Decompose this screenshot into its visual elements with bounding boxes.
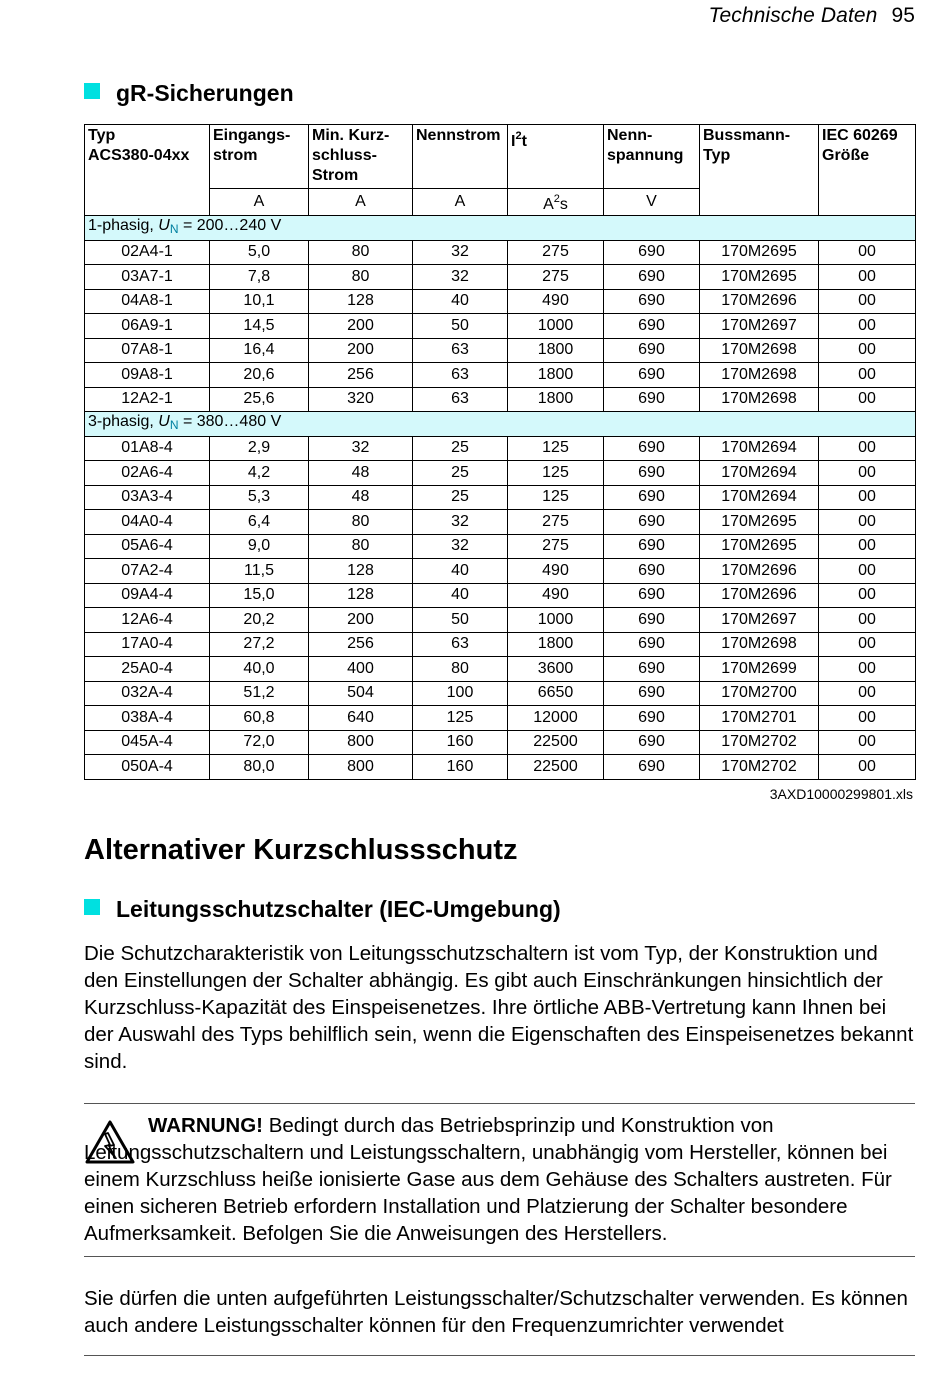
table-cell: 03A7-1 (85, 265, 210, 290)
running-header (709, 4, 916, 28)
table-cell: 63 (413, 387, 508, 412)
table-cell: 40 (413, 559, 508, 584)
table-cell: 690 (604, 436, 700, 461)
section2-u: U (158, 413, 170, 431)
col-header-eingangsstrom: Eingangs-strom (210, 125, 309, 189)
section1-prefix: 1-phasig, (88, 217, 159, 235)
table-row (85, 461, 916, 486)
table-row (85, 632, 916, 657)
table-cell: 00 (819, 436, 916, 461)
unit-nennstrom: A (413, 189, 508, 216)
table-cell: 170M2696 (700, 583, 819, 608)
table-cell: 15,0 (210, 583, 309, 608)
warning-bottom-rule (84, 1256, 915, 1257)
table-source-file: 3AXD10000299801.xls (769, 786, 913, 802)
page-number: 95 (891, 4, 915, 27)
table-cell: 16,4 (210, 338, 309, 363)
table-cell: 690 (604, 240, 700, 265)
table-cell: 170M2694 (700, 485, 819, 510)
table-cell: 1800 (508, 363, 604, 388)
table-cell: 1000 (508, 608, 604, 633)
table-cell: 09A4-4 (85, 583, 210, 608)
section-label-3phase (85, 412, 916, 437)
table-cell: 20,6 (210, 363, 309, 388)
table-cell: 27,2 (210, 632, 309, 657)
table-cell: 5,3 (210, 485, 309, 510)
table-cell: 17A0-4 (85, 632, 210, 657)
table-cell: 256 (309, 632, 413, 657)
table-cell: 60,8 (210, 706, 309, 731)
table-cell: 04A8-1 (85, 289, 210, 314)
table-cell: 40 (413, 289, 508, 314)
table-cell: 690 (604, 534, 700, 559)
table-cell: 7,8 (210, 265, 309, 290)
table-cell: 00 (819, 289, 916, 314)
table-cell: 48 (309, 461, 413, 486)
unit-i2t-sup: 2 (553, 193, 560, 205)
table-cell: 00 (819, 387, 916, 412)
table-cell: 50 (413, 314, 508, 339)
table-cell: 690 (604, 461, 700, 486)
table-cell: 48 (309, 485, 413, 510)
table-cell: 690 (604, 583, 700, 608)
table-cell: 125 (413, 706, 508, 731)
table-cell: 170M2698 (700, 363, 819, 388)
table-cell: 25,6 (210, 387, 309, 412)
i2t-suffix: t (521, 133, 527, 150)
table-cell: 80 (309, 240, 413, 265)
i2t-sup: 2 (515, 130, 522, 142)
table-cell: 490 (508, 559, 604, 584)
table-cell: 1000 (508, 314, 604, 339)
table-cell: 256 (309, 363, 413, 388)
table-cell: 32 (413, 534, 508, 559)
table-cell: 690 (604, 681, 700, 706)
table-cell: 170M2697 (700, 314, 819, 339)
table-cell: 400 (309, 657, 413, 682)
table-cell: 160 (413, 730, 508, 755)
table-cell: 275 (508, 265, 604, 290)
table-cell: 09A8-1 (85, 363, 210, 388)
square-bullet-icon (84, 83, 100, 99)
table-row (85, 657, 916, 682)
fuse-table (84, 124, 916, 780)
table-row (85, 314, 916, 339)
table-cell: 690 (604, 265, 700, 290)
table-row (85, 681, 916, 706)
table-row (85, 608, 916, 633)
table-cell: 50 (413, 608, 508, 633)
table-cell: 11,5 (210, 559, 309, 584)
table-cell: 125 (508, 436, 604, 461)
table-cell: 170M2702 (700, 755, 819, 780)
table-cell: 128 (309, 289, 413, 314)
table-cell: 275 (508, 534, 604, 559)
table-cell: 63 (413, 338, 508, 363)
table-cell: 275 (508, 510, 604, 535)
table-row (85, 240, 916, 265)
table-cell: 00 (819, 338, 916, 363)
table-cell: 690 (604, 559, 700, 584)
unit-i2t (508, 189, 604, 216)
subsection-heading-mcb (84, 896, 561, 923)
warning-text: Bedingt durch das Betriebsprinzip und Konstruktion von Leitungsschutzschaltern und Leistungsschaltern, unabhängig vom Hersteller, können bei einem Kurzschluss heiße ionisierte Gase aus dem Gehäuse des Schalters austreten. Für einen sicheren Betrieb erfordern Installation und Platzierung der Schalter besondere Aufmerksamkeit. Befolgen Sie die Anweisungen des Herstellers. (84, 1114, 892, 1245)
table-row (85, 265, 916, 290)
table-cell: 02A6-4 (85, 461, 210, 486)
table-row (85, 534, 916, 559)
table-row (85, 363, 916, 388)
paragraph-protection-characteristics: Die Schutzcharakteristik von Leitungsschutzschaltern ist vom Typ, der Konstruktion und den Einstellungen der Schalter abhängig. Es gibt auch Einschränkungen hinsichtlich der Kurzschluss-Kapazität des Einspeisenetzes. Ihre örtliche ABB-Vertretung kann Ihnen bei der Auswahl des Typs behilflich sein, wenn die Eigenschaften des Einspeisenetzes bekannt sind. (84, 942, 914, 1073)
table-cell: 07A2-4 (85, 559, 210, 584)
table-cell: 00 (819, 608, 916, 633)
table-cell: 32 (309, 436, 413, 461)
table-cell: 170M2695 (700, 534, 819, 559)
table-cell: 25 (413, 485, 508, 510)
table-cell: 160 (413, 755, 508, 780)
table-cell: 40 (413, 583, 508, 608)
table-cell: 05A6-4 (85, 534, 210, 559)
unit-nennspannung: V (604, 189, 700, 216)
bottom-rule (84, 1355, 915, 1356)
table-cell: 80 (309, 534, 413, 559)
table-cell: 170M2694 (700, 461, 819, 486)
table-row (85, 730, 916, 755)
table-row (85, 583, 916, 608)
section1-suffix: = 200…240 V (178, 217, 282, 235)
unit-kurzschluss: A (309, 189, 413, 216)
table-cell: 050A-4 (85, 755, 210, 780)
table-cell: 04A0-4 (85, 510, 210, 535)
table-cell: 690 (604, 363, 700, 388)
table-cell: 690 (604, 338, 700, 363)
section-row-1phase (85, 216, 916, 241)
table-cell: 200 (309, 608, 413, 633)
table-cell: 00 (819, 583, 916, 608)
paragraph-breakers: Sie dürfen die unten aufgeführten Leistungsschalter/Schutzschalter verwenden. Es können auch andere Leistungsschalter können für den Frequenzumrichter verwendet (84, 1287, 908, 1337)
table-cell: 12000 (508, 706, 604, 731)
table-row (85, 338, 916, 363)
col-header-typ-line2: ACS380-04xx (88, 147, 190, 164)
table-cell: 170M2695 (700, 265, 819, 290)
table-cell: 51,2 (210, 681, 309, 706)
table-cell: 320 (309, 387, 413, 412)
table-cell: 200 (309, 338, 413, 363)
unit-i2t-s: s (559, 196, 568, 213)
section-label-1phase (85, 216, 916, 241)
table-cell: 640 (309, 706, 413, 731)
table-cell: 170M2695 (700, 240, 819, 265)
table-cell: 25 (413, 436, 508, 461)
table-cell: 63 (413, 632, 508, 657)
table-cell: 6,4 (210, 510, 309, 535)
col-header-bussmann: Bussmann-Typ (700, 125, 819, 216)
table-cell: 690 (604, 632, 700, 657)
warning-label: WARNUNG! (148, 1114, 264, 1137)
table-cell: 63 (413, 363, 508, 388)
col-header-iec: IEC 60269 Größe (819, 125, 916, 216)
section-heading-gr-fuses (84, 80, 294, 107)
table-cell: 2,9 (210, 436, 309, 461)
table-cell: 25 (413, 461, 508, 486)
section1-sub: N (169, 222, 179, 237)
table-cell: 800 (309, 755, 413, 780)
table-cell: 128 (309, 583, 413, 608)
table-row (85, 559, 916, 584)
table-cell: 690 (604, 657, 700, 682)
table-cell: 1800 (508, 387, 604, 412)
table-row (85, 510, 916, 535)
heading-alternative-protection: Alternativer Kurzschlussschutz (84, 834, 518, 866)
table-cell: 9,0 (210, 534, 309, 559)
table-cell: 00 (819, 461, 916, 486)
table-cell: 00 (819, 363, 916, 388)
table-cell: 00 (819, 534, 916, 559)
table-cell: 690 (604, 608, 700, 633)
table-cell: 170M2696 (700, 559, 819, 584)
table-cell: 100 (413, 681, 508, 706)
table-cell: 00 (819, 510, 916, 535)
table-cell: 00 (819, 730, 916, 755)
table-cell: 02A4-1 (85, 240, 210, 265)
table-cell: 170M2702 (700, 730, 819, 755)
table-cell: 01A8-4 (85, 436, 210, 461)
col-header-typ (85, 125, 210, 216)
table-cell: 170M2700 (700, 681, 819, 706)
i2t-letter: I (511, 133, 516, 150)
table-cell: 170M2695 (700, 510, 819, 535)
col-header-nennstrom: Nennstrom (413, 125, 508, 189)
table-cell: 22500 (508, 755, 604, 780)
table-cell: 690 (604, 485, 700, 510)
table-cell: 00 (819, 314, 916, 339)
table-cell: 00 (819, 681, 916, 706)
table-cell: 5,0 (210, 240, 309, 265)
table-cell: 00 (819, 240, 916, 265)
table-cell: 490 (508, 289, 604, 314)
table-cell: 80 (309, 510, 413, 535)
table-cell: 045A-4 (85, 730, 210, 755)
table-cell: 032A-4 (85, 681, 210, 706)
table-cell: 14,5 (210, 314, 309, 339)
table-cell: 32 (413, 265, 508, 290)
table-cell: 00 (819, 632, 916, 657)
table-row (85, 485, 916, 510)
section2-sub: N (169, 418, 179, 433)
warning-block (84, 1112, 916, 1247)
table-row (85, 387, 916, 412)
table-cell: 170M2696 (700, 289, 819, 314)
table-cell: 00 (819, 265, 916, 290)
table-cell: 00 (819, 657, 916, 682)
table-cell: 12A2-1 (85, 387, 210, 412)
table-row (85, 289, 916, 314)
table-cell: 07A8-1 (85, 338, 210, 363)
table-cell: 490 (508, 583, 604, 608)
table-row (85, 755, 916, 780)
table-cell: 00 (819, 485, 916, 510)
table-cell: 170M2694 (700, 436, 819, 461)
section-title: gR-Sicherungen (116, 80, 294, 106)
table-cell: 170M2698 (700, 338, 819, 363)
subsection-title: Leitungsschutzschalter (IEC-Umgebung) (116, 896, 561, 922)
table-cell: 038A-4 (85, 706, 210, 731)
table-cell: 03A3-4 (85, 485, 210, 510)
warning-top-rule (84, 1103, 915, 1104)
table-row (85, 436, 916, 461)
table-cell: 12A6-4 (85, 608, 210, 633)
section-row-3phase (85, 412, 916, 437)
table-cell: 80,0 (210, 755, 309, 780)
section2-suffix: = 380…480 V (178, 413, 282, 431)
table-cell: 125 (508, 461, 604, 486)
section1-u: U (158, 217, 170, 235)
col-header-typ-line1: Typ (88, 127, 116, 144)
col-header-nennspannung: Nenn-spannung (604, 125, 700, 189)
table-cell: 170M2697 (700, 608, 819, 633)
table-cell: 800 (309, 730, 413, 755)
table-cell: 06A9-1 (85, 314, 210, 339)
table-cell: 170M2699 (700, 657, 819, 682)
table-cell: 690 (604, 314, 700, 339)
table-cell: 690 (604, 730, 700, 755)
table-cell: 10,1 (210, 289, 309, 314)
table-cell: 00 (819, 559, 916, 584)
table-cell: 125 (508, 485, 604, 510)
table-cell: 504 (309, 681, 413, 706)
unit-eingangsstrom: A (210, 189, 309, 216)
table-cell: 3600 (508, 657, 604, 682)
table-cell: 20,2 (210, 608, 309, 633)
table-cell: 4,2 (210, 461, 309, 486)
table-cell: 690 (604, 706, 700, 731)
unit-i2t-a: A (543, 196, 554, 213)
header-title: Technische Daten (708, 4, 878, 27)
table-cell: 1800 (508, 632, 604, 657)
table-cell: 32 (413, 510, 508, 535)
table-cell: 25A0-4 (85, 657, 210, 682)
table-cell: 80 (309, 265, 413, 290)
table-cell: 200 (309, 314, 413, 339)
table-cell: 128 (309, 559, 413, 584)
table-cell: 275 (508, 240, 604, 265)
col-header-i2t (508, 125, 604, 189)
section2-prefix: 3-phasig, (88, 413, 159, 431)
table-cell: 80 (413, 657, 508, 682)
table-cell: 22500 (508, 730, 604, 755)
table-cell: 170M2698 (700, 632, 819, 657)
table-cell: 00 (819, 755, 916, 780)
table-row (85, 706, 916, 731)
table-cell: 690 (604, 387, 700, 412)
square-bullet-icon (84, 899, 100, 915)
table-cell: 690 (604, 510, 700, 535)
table-cell: 170M2701 (700, 706, 819, 731)
table-cell: 690 (604, 755, 700, 780)
table-cell: 690 (604, 289, 700, 314)
table-cell: 32 (413, 240, 508, 265)
table-cell: 6650 (508, 681, 604, 706)
table-cell: 1800 (508, 338, 604, 363)
col-header-kurzschluss: Min. Kurz-schluss-Strom (309, 125, 413, 189)
table-cell: 40,0 (210, 657, 309, 682)
table-cell: 72,0 (210, 730, 309, 755)
table-cell: 170M2698 (700, 387, 819, 412)
table-cell: 00 (819, 706, 916, 731)
